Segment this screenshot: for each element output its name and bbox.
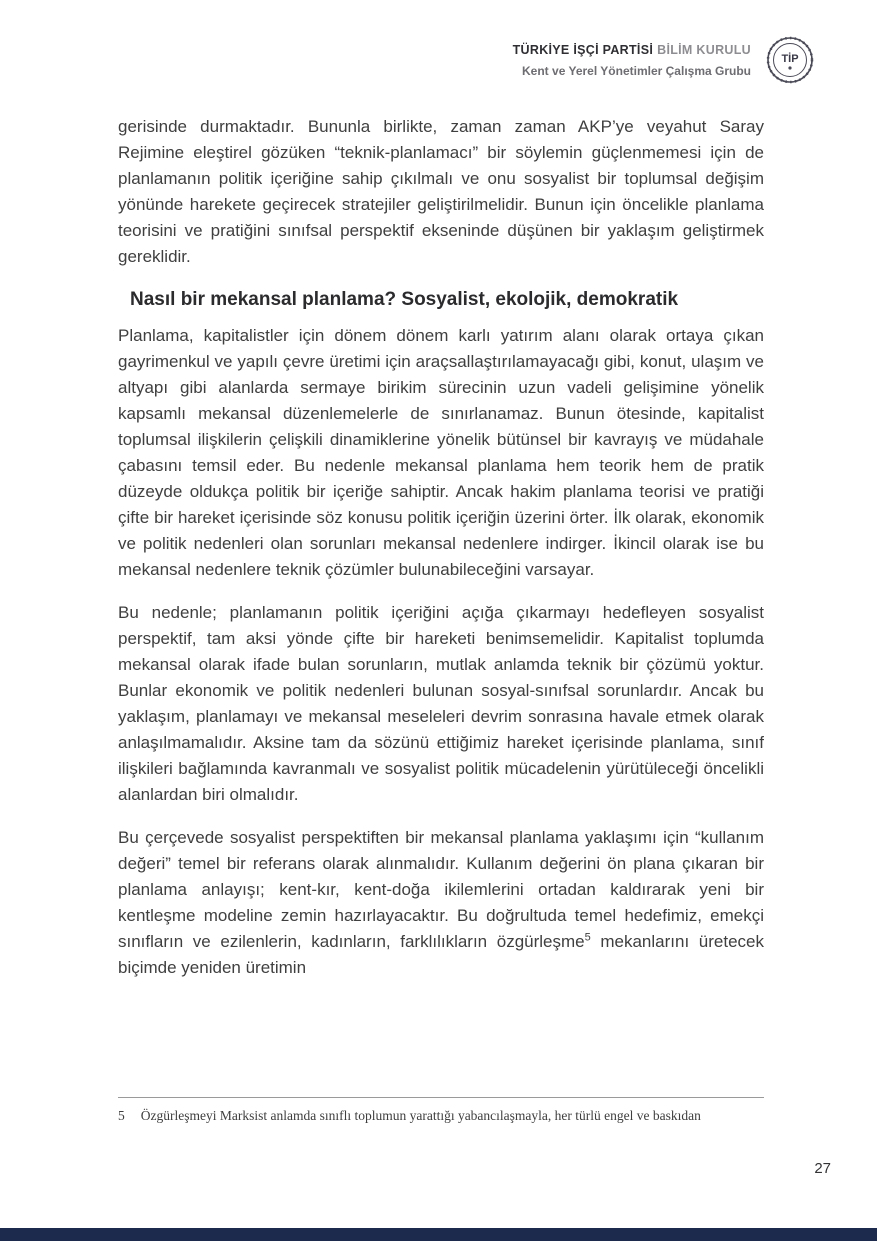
footnote-ref: 5: [584, 931, 591, 944]
page-header: [513, 36, 814, 84]
header-text-block: [513, 43, 751, 78]
organization-line: [513, 43, 751, 57]
org-unit: BİLİM KURULU: [657, 42, 751, 57]
logo-text: TİP: [781, 53, 799, 65]
tip-logo-icon: [766, 36, 814, 84]
footnote-number: 5: [118, 1108, 125, 1123]
body-paragraph-1: gerisinde durmaktadır. Bununla birlikte, zaman zaman AKP’ye veyahut Saray Rejimine eleştirel gözüken “teknik-planlamacı” bir söylemin güçlenmemesi için de planlamanın politik içeriğine sahip çıkılmalı ve onu sosyalist bir toplumsal değişim yönünde harekete geçirecek stratejiler geliştirilmelidir. Bunun için öncelikle planlama teorisini ve pratiğini sınıfsal perspektif ekseninde düşünen bir yaklaşım geliştirmek gereklidir.: [118, 117, 764, 266]
body-paragraph-2: Planlama, kapitalistler için dönem dönem karlı yatırım alanı olarak ortaya çıkan gayrimenkul ve yapılı çevre üretimi için araçsallaştırılamayacağı gibi, konut, ulaşım ve altyapı gibi alanlarda sermaye birikim sürecinin uzun vadeli gelişimine yönelik kapsamlı mekansal düzenlemelerle de sınırlanamaz. Bunun ötesinde, kapitalist toplumsal ilişkilerin çelişkili dinamiklerine yönelik bütünsel bir kavrayış ve müdahale çabasını temsil eder. Bu nedenle mekansal planlama hem teorik hem de pratik düzeyde oldukça politik bir içeriğe sahiptir. Ancak hakim planlama teorisi ve pratiği çifte bir hareket içerisinde söz konusu politik içeriğin üzerini örter. İlk olarak, ekonomik ve politik nedenleri olan sorunları mekansal nedenlere indirger. İkincil olarak ise bu mekansal nedenlere teknik çözümler bulunabileceğini varsayar.: [118, 326, 764, 579]
body-paragraph-4: [118, 825, 764, 981]
org-name: TÜRKİYE İŞÇİ PARTİSİ: [512, 42, 654, 57]
tip-logo: [766, 36, 814, 84]
text-column: [118, 114, 764, 981]
body-paragraph-3: Bu nedenle; planlamanın politik içeriğini açığa çıkarmayı hedefleyen sosyalist perspektif, tam aksi yönde çifte bir hareketi benimsemelidir. Kapitalist toplumda mekansal olarak ifade bulan sorunların, mutlak anlamda teknik bir çözümü yoktur. Bunlar ekonomik ve politik nedenleri bulunan sosyal-sınıfsal sorunlardır. Ancak bu yaklaşım, planlamayı ve mekansal meseleleri devrim sonrasına havale etmek olarak anlaşılmamalıdır. Aksine tam da sözünü ettiğimiz hareket içerisinde planlama, sınıf ilişkileri bağlamında kavranmalı ve sosyalist politik mücadelenin yürütüleceği öncelikli alanlardan biri olmalıdır.: [118, 603, 764, 804]
footnote: [118, 1097, 764, 1125]
paragraph-text: Bu çerçevede sosyalist perspektiften bir mekansal planlama yaklaşımı için “kullanım değeri” temel bir referans olarak alınmalıdır. Kullanım değerini ön plana çıkaran bir planlama anlayışı; kent-kır, kent-doğa ikilemlerini ortadan kaldırarak yeni bir kentleşme modeline zemin hazırlayacaktır. Bu doğrultuda temel hedefimiz, emekçi sınıfların ve ezilenlerin, kadınların, farklılıkların özgürleşme: [118, 828, 764, 951]
section-heading: Nasıl bir mekansal planlama? Sosyalist, ekolojik, demokratik: [130, 289, 679, 310]
page-number: 27: [814, 1160, 831, 1177]
paragraph-text: mekanlarını üretecek biçimde yeniden üretimin: [118, 932, 764, 977]
workgroup-name: Kent ve Yerel Yönetimler Çalışma Grubu: [522, 63, 751, 78]
footer-bar: [0, 1228, 877, 1241]
footnote-text: Özgürleşmeyi Marksist anlamda sınıflı toplumun yarattığı yabancılaşmayla, her türlü engel ve baskıdan: [140, 1108, 701, 1123]
